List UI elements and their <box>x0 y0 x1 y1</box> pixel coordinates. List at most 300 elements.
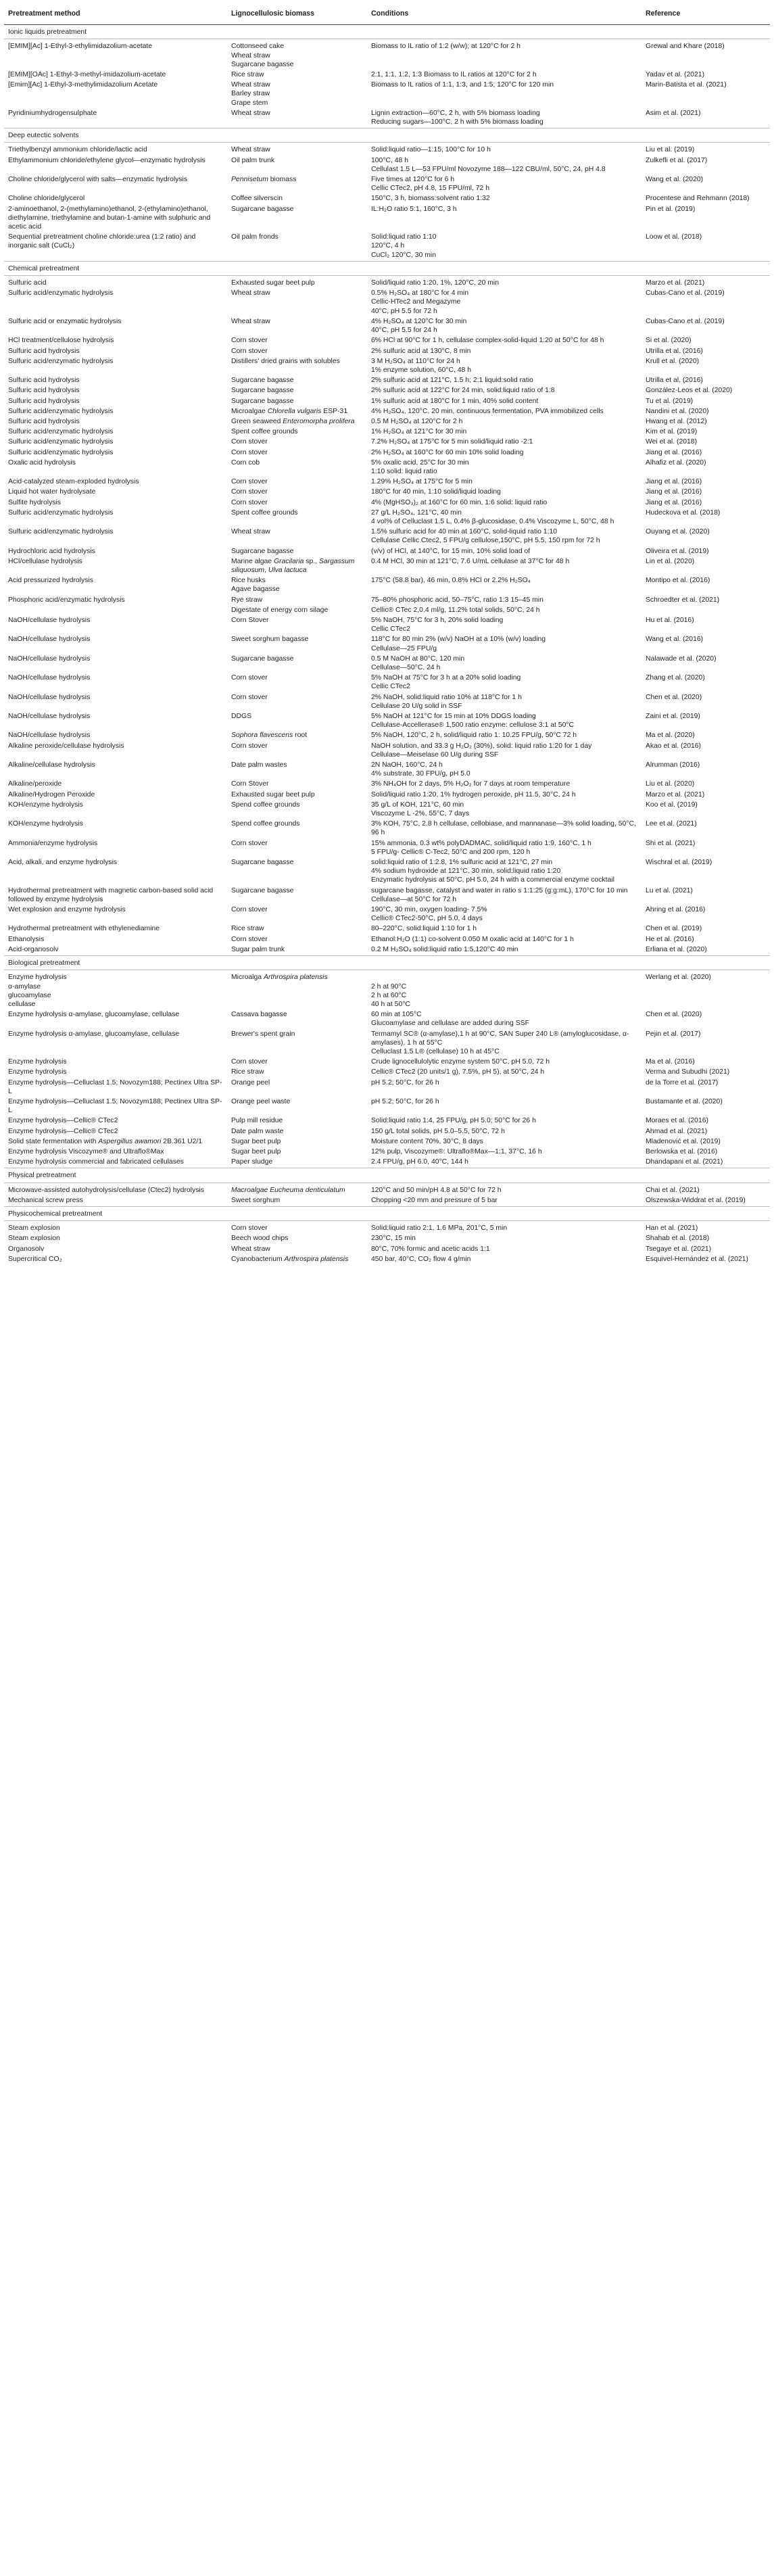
table-row <box>4 654 770 673</box>
cell-reference: Ahmad et al. (2021) <box>646 1127 708 1135</box>
cell-reference: Grewal and Khare (2018) <box>646 43 725 51</box>
cell-reference: Utrilla et al. (2016) <box>646 347 703 355</box>
pretreatment-table <box>4 4 770 1265</box>
cell-method: NaOH/cellulase hydrolysis <box>8 654 91 663</box>
cell-biomass: Digestate of energy corn silage <box>231 606 329 614</box>
cell-method: Enzyme hydrolysis <box>8 1058 67 1066</box>
cell-reference: Berlowska et al. (2016) <box>646 1147 718 1155</box>
cell-method: Organosolv <box>8 1245 45 1253</box>
cell-method: Sequential pretreatment choline chloride:urea (1:2 ratio) and inorganic salt (CuCl₂) <box>8 233 196 250</box>
cell-biomass: Corn stover <box>231 693 268 701</box>
cell-conditions: 1% H₂SO₄ at 121°C for 30 min <box>371 428 467 436</box>
cell-biomass: Microalga Arthrospira platensis <box>231 974 328 982</box>
cell-biomass: Macroalgae Eucheuma denticulatum <box>231 1186 345 1194</box>
cell-biomass: Coffee silverscin <box>231 195 283 203</box>
table-body <box>4 25 770 1265</box>
cell-biomass: DDGS <box>231 713 252 721</box>
cell-reference: Werlang et al. (2020) <box>646 974 711 982</box>
cell-biomass: Corn stover <box>231 498 268 506</box>
cell-biomass: Cyanobacterium Arthrospira platensis <box>231 1255 349 1263</box>
cell-method: KOH/enzyme hydrolysis <box>8 801 83 809</box>
cell-biomass: Beech wood chips <box>231 1235 289 1243</box>
cell-reference: Jiang et al. (2016) <box>646 478 702 486</box>
table-row <box>4 70 770 80</box>
cell-method: Wet explosion and enzyme hydrolysis <box>8 906 126 914</box>
cell-conditions: 3% KOH, 75°C, 2.8 h cellulase, cellobiase, and mannanase—3% solid loading, 50°C, 96 h <box>371 820 636 837</box>
table-row <box>4 1158 770 1168</box>
table-row <box>4 194 770 204</box>
cell-conditions: 35 g/L of KOH, 121°C, 60 min Viscozyme L -2%, 55°C, 7 days <box>371 801 470 818</box>
table-row <box>4 1057 770 1068</box>
cell-conditions: Crude lignocellulolytic enzyme system 50°C, pH 5.0, 72 h <box>371 1058 550 1066</box>
table-row <box>4 1116 770 1126</box>
cell-method: Sulfuric acid or enzymatic hydrolysis <box>8 317 122 325</box>
cell-conditions: Cellic® CTec 2,0.4 ml/g, 11.2% total solids, 50°C, 24 h <box>371 606 540 614</box>
cell-conditions: 2% sulfuric acid at 122°C for 24 min, solid:liquid ratio of 1:8 <box>371 387 555 395</box>
cell-method: NaOH/cellulase hydrolysis <box>8 693 91 701</box>
table-row <box>4 576 770 595</box>
table-row <box>4 905 770 924</box>
cell-reference: Ma et al. (2020) <box>646 732 695 740</box>
cell-biomass: Wheat straw Barley straw Grape stem <box>231 81 270 107</box>
cell-conditions: 4% H₂SO₄, 120°C, 20 min, continuous fermentation, PVA immobilized cells <box>371 407 604 415</box>
table-row <box>4 673 770 692</box>
cell-reference: Utrilla et al. (2016) <box>646 377 703 385</box>
cell-biomass: Spent coffee grounds <box>231 428 298 436</box>
cell-biomass: Sugarcane bagasse <box>231 377 294 385</box>
cell-biomass: Date palm wastes <box>231 761 287 769</box>
cell-biomass: Cassava bagasse <box>231 1011 287 1019</box>
cell-method: NaOH/cellulase hydrolysis <box>8 732 91 740</box>
section-title: Physical pretreatment <box>4 1168 770 1183</box>
cell-method: Sulfuric acid hydrolysis <box>8 377 80 385</box>
table-row <box>4 417 770 427</box>
cell-method: Enzyme hydrolysis—Celluclast 1.5; Novozym188; Pectinex Ultra SP-L <box>8 1078 222 1095</box>
table-row <box>4 1147 770 1158</box>
cell-biomass: Wheat straw <box>231 528 270 536</box>
cell-conditions: 190°C, 30 min, oxygen loading- 7.5% Cellic® CTec2-50°C, pH 5.0, 4 days <box>371 906 487 923</box>
cell-conditions: 2 h at 90°C 2 h at 60°C 40 h at 50°C <box>371 982 410 1008</box>
cell-conditions: 5% NaOH at 75°C for 3 h at a 20% solid loading Cellic CTec2 <box>371 674 521 691</box>
cell-reference: Lu et al. (2021) <box>646 886 693 895</box>
table-row <box>4 693 770 712</box>
cell-biomass: Sophora flavescens root <box>231 732 308 740</box>
table-row <box>4 790 770 801</box>
cell-reference: Ahring et al. (2016) <box>646 906 706 914</box>
cell-biomass: Corn stover <box>231 448 268 456</box>
table-row <box>4 819 770 838</box>
cell-method: Hydrothermal pretreatment with magnetic carbon-based solid acid followed by enzyme hydrolysis <box>8 886 214 903</box>
cell-reference: Wei et al. (2018) <box>646 438 698 446</box>
table-row <box>4 635 770 654</box>
table-row <box>4 347 770 357</box>
cell-conditions: 100°C, 48 h Cellulast 1.5 L—53 FPU/ml Novozyme 188—122 CBU/ml, 50°C, 24, pH 4.8 <box>371 156 606 173</box>
cell-biomass: Orange peel waste <box>231 1097 291 1105</box>
cell-conditions: sugarcane bagasse, catalyst and water in ratio s 1:1:25 (g:g:mL), 170°C for 10 min Cellulase—at 50°C for 72 h <box>371 886 628 903</box>
cell-method: Ethylammonium chloride/ethylene glycol—enzymatic hydrolysis <box>8 156 205 164</box>
table-row <box>4 376 770 386</box>
cell-reference: Ouyang et al. (2020) <box>646 528 710 536</box>
cell-biomass: Corn Stover <box>231 780 269 788</box>
table-row <box>4 448 770 458</box>
cell-conditions: 12% pulp, Viscozyme®: Ultraflo®Max—1:1, 37°C, 16 h <box>371 1147 542 1155</box>
cell-conditions: Cellic® CTec2 (20 units/1 g), 7.5%, pH 5), at 50°C, 24 h <box>371 1068 545 1076</box>
cell-conditions: 120°C and 50 min/pH 4.8 at 50°C for 72 h <box>371 1186 502 1194</box>
cell-biomass: Rice husks Agave bagasse <box>231 577 280 594</box>
cell-conditions: Five times at 120°C for 6 h Cellic CTec2, pH 4.8, 15 FPU/ml, 72 h <box>371 176 489 193</box>
table-row <box>4 1245 770 1255</box>
cell-reference: Lee et al. (2021) <box>646 820 697 828</box>
table-row <box>4 935 770 945</box>
cell-biomass: Sugarcane bagasse <box>231 886 294 895</box>
table-row <box>4 1234 770 1244</box>
cell-method: Sulfuric acid/enzymatic hydrolysis <box>8 428 114 436</box>
cell-conditions: 2% NaOH, solid:liquid ratio 10% at 118°C for 1 h Cellulase 20 U/g solid in SSF <box>371 693 522 710</box>
cell-method: 2-aminoethanol, 2-(methylamino)ethanol, 2-(ethylamino)ethanol, diethylamine, triethylamine and butan-1-amine with sulphuric and acetic acid <box>8 205 211 231</box>
cell-conditions: 118°C for 80 min 2% (w/v) NaOH at a 10% (w/v) loading Cellulase—25 FPU/g <box>371 636 546 652</box>
cell-biomass: Wheat straw <box>231 317 270 325</box>
table-row <box>4 924 770 934</box>
cell-reference: Hudeckova et al. (2018) <box>646 508 721 517</box>
cell-biomass: Corn stover <box>231 742 268 750</box>
cell-method: HCl/cellulase hydrolysis <box>8 557 82 565</box>
cell-biomass: Sugarcane bagasse <box>231 654 294 663</box>
cell-biomass: Sweet sorghum <box>231 1196 281 1204</box>
cell-conditions: 0.5 M NaOH at 80°C, 120 min Cellulase—50°C, 24 h <box>371 654 465 671</box>
cell-conditions: 5% oxalic acid, 25°C for 30 min 1:10 solid: liquid ratio <box>371 458 469 475</box>
cell-reference: Erliana et al. (2020) <box>646 945 707 953</box>
cell-biomass: Corn stover <box>231 1058 268 1066</box>
cell-reference: Liu et al. (2019) <box>646 146 695 154</box>
cell-conditions: 2.4 FPU/g, pH 6.0, 40°C, 144 h <box>371 1158 468 1166</box>
cell-method: Enzyme hydrolysis α-amylase, glucoamylase, cellulase <box>8 1030 180 1038</box>
cell-method: Sulfuric acid hydrolysis <box>8 347 80 355</box>
cell-conditions: Solid:liquid ratio 1:4, 25 FPU/g, pH 5.0; 50°C for 26 h <box>371 1117 536 1125</box>
cell-reference: Mladenović et al. (2019) <box>646 1137 721 1145</box>
table-row <box>4 1097 770 1116</box>
cell-reference: Pejin et al. (2017) <box>646 1030 701 1038</box>
header-conditions: Conditions <box>367 4 642 25</box>
cell-biomass: Marine algae Gracilaria sp., Sargassum siliquosum, Ulva lactuca <box>231 557 355 574</box>
cell-conditions: 2:1, 1:1, 1:2, 1:3 Biomass to IL ratios at 120°C for 2 h <box>371 71 537 79</box>
cell-reference: Kim et al. (2019) <box>646 428 698 436</box>
table-row <box>4 80 770 109</box>
cell-reference: Chai et al. (2021) <box>646 1186 700 1194</box>
cell-conditions: Ethanol:H₂O (1:1) co-solvent 0.050 M oxalic acid at 140°C for 1 h <box>371 935 574 943</box>
cell-biomass: Sugarcane bagasse <box>231 387 294 395</box>
table-row <box>4 712 770 731</box>
table-row <box>4 143 770 156</box>
cell-reference: Wischral et al. (2019) <box>646 859 712 867</box>
cell-conditions: 4% (MgHSO₃)₂ at 160°C for 60 min, 1:6 solid: liquid ratio <box>371 498 548 506</box>
cell-conditions: 2% H₂SO₄ at 160°C for 60 min 10% solid loading <box>371 448 524 456</box>
cell-biomass: Spent coffee grounds <box>231 508 298 517</box>
cell-conditions: 5% NaOH, 120°C, 2 h, solid/liquid ratio 1: 10.25 FPU/g, 50°C 72 h <box>371 732 577 740</box>
cell-reference <box>642 606 770 616</box>
cell-reference: González-Leos et al. (2020) <box>646 387 733 395</box>
cell-method: Acid-organosolv <box>8 945 59 953</box>
cell-biomass: Corn stover <box>231 488 268 496</box>
cell-reference: Montipo et al. (2016) <box>646 577 710 585</box>
cell-conditions: 75–80% phosphoric acid, 50–75°C, ratio 1:3 15–45 min <box>371 596 543 604</box>
cell-reference: Chen et al. (2020) <box>646 693 702 701</box>
cell-conditions: 1.29% H₂SO₄ at 175°C for 5 min <box>371 478 473 486</box>
cell-reference: Shahab et al. (2018) <box>646 1235 710 1243</box>
cell-method: Ethanolysis <box>8 935 45 943</box>
cell-reference: Cubas-Cano et al. (2019) <box>646 289 725 297</box>
cell-biomass: Spend coffee grounds <box>231 820 300 828</box>
cell-reference: Asim et al. (2021) <box>646 109 701 117</box>
cell-biomass: Corn stover <box>231 337 268 345</box>
cell-method: KOH/enzyme hydrolysis <box>8 820 83 828</box>
cell-conditions: 150 g/L total solids, pH 5.0–5.5, 50°C, 72 h <box>371 1127 505 1135</box>
cell-biomass: Sweet sorghum bagasse <box>231 636 309 644</box>
cell-reference: Krull et al. (2020) <box>646 357 700 365</box>
table-row <box>4 437 770 448</box>
cell-conditions: 230°C, 15 min <box>371 1235 416 1243</box>
page <box>0 0 774 1265</box>
cell-method: NaOH/cellulase hydrolysis <box>8 616 91 624</box>
cell-biomass: Wheat straw <box>231 109 270 117</box>
table-row <box>4 407 770 417</box>
cell-reference: Wang et al. (2016) <box>646 636 704 644</box>
table-row <box>4 458 770 477</box>
cell-reference: Zhang et al. (2020) <box>646 674 705 682</box>
cell-reference: Nandini et al. (2020) <box>646 407 709 415</box>
table-row <box>4 780 770 790</box>
table-row <box>4 336 770 346</box>
cell-method: [EMIM][Ac] 1-Ethyl-3-ethylimidazolium-acetate <box>8 43 153 51</box>
header-biomass: Lignocellulosic biomass <box>227 4 367 25</box>
cell-reference: Ma et al. (2016) <box>646 1058 695 1066</box>
table-row <box>4 427 770 437</box>
cell-reference: Esquivel-Hernández et al. (2021) <box>646 1255 748 1263</box>
cell-reference: Akao et al. (2016) <box>646 742 702 750</box>
cell-conditions: 150°C, 3 h, biomass:solvent ratio 1:32 <box>371 195 490 203</box>
cell-method: Sulfuric acid hydrolysis <box>8 397 80 405</box>
table-row <box>4 477 770 487</box>
cell-method: Sulfuric acid/enzymatic hydrolysis <box>8 289 114 297</box>
cell-method: Alkaline peroxide/cellulase hydrolysis <box>8 742 124 750</box>
table-row <box>4 596 770 606</box>
cell-method: Sulfuric acid/enzymatic hydrolysis <box>8 508 114 517</box>
cell-reference: Marzo et al. (2021) <box>646 279 705 287</box>
cell-method: Acid pressurized hydrolysis <box>8 577 93 585</box>
cell-conditions: Chopping <20 mm and pressure of 5 bar <box>371 1196 498 1204</box>
section-title: Physicochemical pretreatment <box>4 1206 770 1220</box>
cell-biomass: Exhausted sugar beet pulp <box>231 790 315 798</box>
cell-conditions: 0.5 M H₂SO₄ at 120°C for 2 h <box>371 417 463 425</box>
cell-method: Choline chloride/glycerol with salts—enzymatic hydrolysis <box>8 176 188 184</box>
table-row <box>4 557 770 576</box>
cell-biomass: Pennisetum biomass <box>231 176 297 184</box>
cell-method: Microwave-assisted autohydrolysis/cellulase (Ctec2) hydrolysis <box>8 1186 204 1194</box>
section-row <box>4 25 770 39</box>
table-row <box>4 839 770 858</box>
table-row <box>4 487 770 498</box>
table-row <box>4 761 770 780</box>
table-row <box>4 731 770 741</box>
table-row <box>4 205 770 233</box>
cell-method: Enzyme hydrolysis—Celluclast 1.5; Novozym188; Pectinex Ultra SP-L <box>8 1097 222 1115</box>
cell-reference: Wang et al. (2020) <box>646 176 704 184</box>
cell-reference: Pin et al. (2019) <box>646 205 696 213</box>
table-row <box>4 527 770 546</box>
table-row <box>4 156 770 175</box>
cell-biomass: Rice straw <box>231 925 264 933</box>
cell-method: Solid state fermentation with Aspergillus awamori 2B.361 U2/1 <box>8 1137 203 1145</box>
cell-biomass: Date palm waste <box>231 1127 284 1135</box>
cell-biomass: Corn stover <box>231 674 268 682</box>
table-row <box>4 397 770 407</box>
cell-method: Enzyme hydrolysis α-amylase, glucoamylase, cellulase <box>8 1011 180 1019</box>
cell-reference: Tu et al. (2019) <box>646 397 694 405</box>
cell-biomass: Sugarcane bagasse <box>231 397 294 405</box>
cell-conditions: Termamyl SC® (α-amylase),1 h at 90°C, SAN Super 240 L® (amyloglucosidase, α-amylases), 1 h at 55°C Celluclast 1.5 L® (cellulase) 10 h at 45°C <box>371 1030 629 1055</box>
cell-reference: Schroedter et al. (2021) <box>646 596 720 604</box>
table-row <box>4 1078 770 1097</box>
cell-conditions: Biomass to IL ratio of 1:2 (w/w); at 120°C for 2 h <box>371 43 521 51</box>
cell-method: Sulfuric acid/enzymatic hydrolysis <box>8 438 114 446</box>
cell-biomass: Green seaweed Enteromorpha prolifera <box>231 417 355 425</box>
cell-method: Mechanical screw press <box>8 1196 83 1204</box>
section-row <box>4 128 770 143</box>
cell-biomass: Wheat straw <box>231 1245 270 1253</box>
cell-reference: Chen et al. (2020) <box>646 1011 702 1019</box>
cell-method: Alkaline/peroxide <box>8 780 62 788</box>
cell-biomass: Paper sludge <box>231 1158 273 1166</box>
cell-method: Enzyme hydrolysis <box>8 1068 67 1076</box>
cell-reference: Marin-Batista et al. (2021) <box>646 81 727 89</box>
section-row <box>4 956 770 970</box>
cell-reference: Verma and Subudhi (2021) <box>646 1068 730 1076</box>
table-row <box>4 858 770 886</box>
cell-biomass: Corn cob <box>231 458 260 467</box>
cell-reference: Shi et al. (2021) <box>646 839 696 847</box>
table-row <box>4 508 770 527</box>
cell-method: Hydrothermal pretreatment with ethylenediamine <box>8 925 160 933</box>
cell-conditions: Lignin extraction—60°C, 2 h, with 5% biomass loading Reducing sugars—100°C, 2 h with 5% biomass loading <box>371 109 543 126</box>
cell-reference: Oliveira et al. (2019) <box>646 547 709 555</box>
cell-method: Acid, alkali, and enzyme hydrolysis <box>8 859 118 867</box>
cell-reference: Tsegaye et al. (2021) <box>646 1245 712 1253</box>
cell-conditions: 450 bar, 40°C, CO₂ flow 4 g/min <box>371 1255 471 1263</box>
cell-conditions: 1.5% sulfuric acid for 40 min at 160°C, solid-liquid ratio 1:10 Cellulase Cellic Ctec2, 5 FPU/g cellulose,150°C, pH 5.5, 150 rpm for 72 h <box>371 528 600 545</box>
cell-reference: Alrumman (2016) <box>646 761 700 769</box>
cell-reference: Liu et al. (2020) <box>646 780 695 788</box>
cell-reference: Koo et al. (2019) <box>646 801 698 809</box>
cell-method: [Emim][Ac] 1-Ethyl-3-methylimidazolium Acetate <box>8 81 158 89</box>
cell-method: Sulfuric acid/enzymatic hydrolysis <box>8 528 114 536</box>
table-row <box>4 606 770 616</box>
cell-conditions: Solid/liquid ratio 1:20, 1% hydrogen peroxide, pH 11.5, 30°C, 24 h <box>371 790 576 798</box>
cell-reference: Yadav et al. (2021) <box>646 71 705 79</box>
table-row <box>4 1127 770 1137</box>
cell-method: Sulfuric acid hydrolysis <box>8 387 80 395</box>
cell-method: NaOH/cellulase hydrolysis <box>8 636 91 644</box>
cell-conditions: pH 5.2; 50°C, for 26 h <box>371 1078 439 1087</box>
cell-method <box>4 606 227 616</box>
cell-biomass: Oil palm trunk <box>231 156 275 164</box>
cell-biomass: Sugarcane bagasse <box>231 859 294 867</box>
cell-reference: Moraes et al. (2016) <box>646 1117 708 1125</box>
cell-reference: Lin et al. (2020) <box>646 557 695 565</box>
cell-biomass: Cottonseed cake Wheat straw Sugarcane bagasse <box>231 43 294 68</box>
section-title: Biological pretreatment <box>4 956 770 970</box>
cell-biomass: Corn stover <box>231 478 268 486</box>
cell-method: Phosphoric acid/enzymatic hydrolysis <box>8 596 125 604</box>
cell-conditions: 2% sulfuric acid at 130°C, 8 min <box>371 347 471 355</box>
cell-reference: Marzo et al. (2021) <box>646 790 705 798</box>
table-row <box>4 742 770 761</box>
cell-conditions: 80°C, 70% formic and acetic acids 1:1 <box>371 1245 490 1253</box>
cell-conditions: 5% NaOH, 75°C for 3 h, 20% solid loading Cellic CTec2 <box>371 616 504 634</box>
cell-conditions: 1% sulfuric acid at 180°C for 1 min, 40% solid content <box>371 397 539 405</box>
cell-reference: Nalawade et al. (2020) <box>646 654 717 663</box>
cell-biomass: Rice straw <box>231 71 264 79</box>
cell-reference: Zulkefli et al. (2017) <box>646 156 708 164</box>
cell-method: Oxalic acid hydrolysis <box>8 458 76 467</box>
table-row <box>4 1196 770 1207</box>
cell-method: Enzyme hydrolysis—Cellic® CTec2 <box>8 1127 118 1135</box>
cell-conditions: Moisture content 70%, 30°C, 8 days <box>371 1137 483 1145</box>
cell-conditions: 60 min at 105°C Glucoamylase and cellulase are added during SSF <box>371 1011 529 1028</box>
cell-biomass: Corn stover <box>231 438 268 446</box>
cell-conditions: 0.2 M H₂SO₄ solid:liquid ratio 1:5,120°C 40 min <box>371 945 518 953</box>
cell-reference: Si et al. (2020) <box>646 337 692 345</box>
cell-method: Sulfuric acid/enzymatic hydrolysis <box>8 448 114 456</box>
cell-biomass: Corn stover <box>231 1224 268 1233</box>
cell-biomass: Sugar beet pulp <box>231 1147 281 1155</box>
cell-biomass: Sugar palm trunk <box>231 945 285 953</box>
cell-conditions: pH 5.2; 50°C, for 26 h <box>371 1097 439 1105</box>
cell-reference: Zaini et al. (2019) <box>646 713 700 721</box>
cell-method: [EMIM][OAc] 1-Ethyl-3-methyl-imidazolium-acetate <box>8 71 166 79</box>
cell-conditions: Solid:liquid ratio 2:1, 1.6 MPa, 201°C, 5 min <box>371 1224 508 1233</box>
cell-conditions: IL:H₂O ratio 5:1, 160°C, 3 h <box>371 205 457 213</box>
cell-biomass: Spend coffee grounds <box>231 801 300 809</box>
cell-biomass: Rye straw <box>231 596 263 604</box>
cell-method: Alkaline/Hydrogen Peroxide <box>8 790 95 798</box>
cell-method: Steam explosion <box>8 1224 60 1233</box>
cell-reference: Dhandapani et al. (2021) <box>646 1158 723 1166</box>
cell-conditions: NaOH solution, and 33.3 g H₂O₂ (30%), solid: liquid ratio 1:20 for 1 day Cellulase—Meiselase 60 U/g during SSF <box>371 742 592 759</box>
cell-method: Enzyme hydrolysis—Cellic® CTec2 <box>8 1117 118 1125</box>
cell-conditions: 175°C (58.8 bar), 46 min, 0.8% HCl or 2.2% H₂SO₄ <box>371 577 531 585</box>
cell-conditions: 6% HCl at 90°C for 1 h, cellulase complex-solid-liquid 1:20 at 50°C for 48 h <box>371 337 604 345</box>
table-row <box>4 289 770 317</box>
cell-conditions: 4% H₂SO₄ at 120°C for 30 min 40°C, pH 5.5 for 24 h <box>371 317 467 335</box>
cell-method: Liquid hot water hydrolysate <box>8 488 96 496</box>
cell-method: NaOH/cellulase hydrolysis <box>8 674 91 682</box>
section-row <box>4 1168 770 1183</box>
table-row <box>4 1137 770 1147</box>
cell-method: Ammonia/enzyme hydrolysis <box>8 839 98 847</box>
cell-conditions: 2% sulfuric acid at 121°C, 1.5 h; 2:1 liquid:solid ratio <box>371 377 533 385</box>
table-row <box>4 547 770 557</box>
cell-method: Steam explosion <box>8 1235 60 1243</box>
cell-reference: Bustamante et al. (2020) <box>646 1097 723 1105</box>
cell-method: Acid-catalyzed steam-exploded hydrolysis <box>8 478 139 486</box>
table-row <box>4 175 770 194</box>
cell-method: Pyridiniumhydrogensulphate <box>8 109 97 117</box>
cell-reference: Han et al. (2021) <box>646 1224 698 1233</box>
cell-biomass: Sugarcane bagasse <box>231 547 294 555</box>
table-row <box>4 886 770 905</box>
cell-biomass: Wheat straw <box>231 146 270 154</box>
table-row <box>4 970 770 1010</box>
table-row <box>4 1221 770 1235</box>
